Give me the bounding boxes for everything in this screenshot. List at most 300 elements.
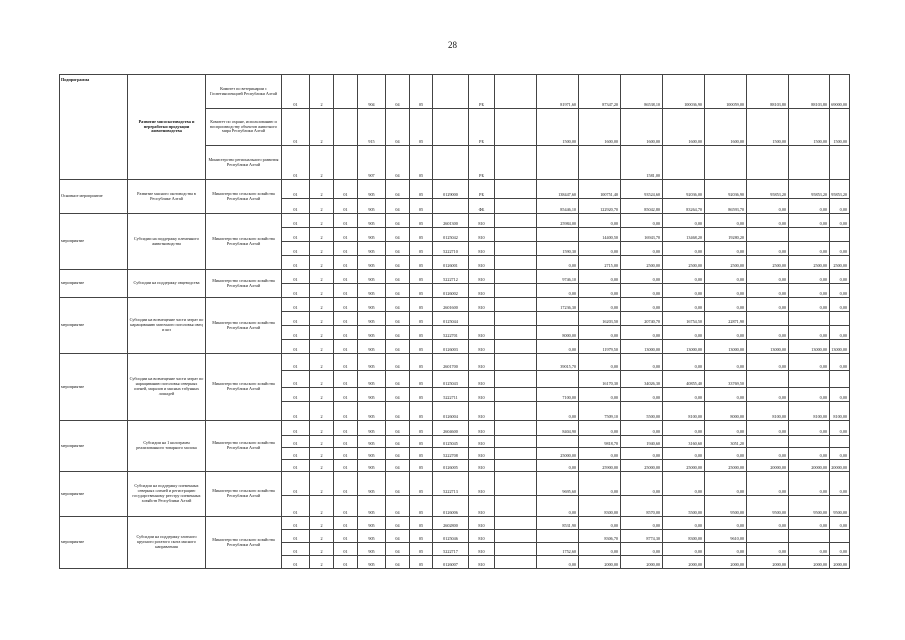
value-cell: 2715,00 xyxy=(579,256,621,270)
code-grbs-cell: 904 xyxy=(358,75,386,109)
code-program-cell: 01 xyxy=(282,312,310,326)
value-cell: 0,00 xyxy=(789,543,830,556)
code-subsection-cell: 05 xyxy=(410,256,433,270)
value-cell: 0,00 xyxy=(747,388,789,402)
value-cell: 0,00 xyxy=(830,354,850,371)
code-grbs-cell: 905 xyxy=(358,436,386,448)
code-event-cell: 01 xyxy=(334,312,358,326)
code-subprogram-cell: 2 xyxy=(310,180,334,199)
value-cell: 0,00 xyxy=(621,472,663,496)
value-cell: 0,00 xyxy=(705,298,747,312)
value-cell: 0,00 xyxy=(663,284,705,298)
code-section-cell: 04 xyxy=(386,371,410,388)
code-fund-cell: 810 xyxy=(469,284,495,298)
value-cell xyxy=(663,146,705,180)
value-cell: 0,00 xyxy=(705,284,747,298)
budget-table-body xyxy=(60,75,850,569)
value-cell: 0,00 xyxy=(789,448,830,460)
code-program-cell: 01 xyxy=(282,402,310,421)
code-section-cell: 04 xyxy=(386,109,410,146)
code-subsection-cell: 05 xyxy=(410,326,433,340)
code-event-cell: 01 xyxy=(334,460,358,472)
value-cell xyxy=(747,228,789,242)
value-cell: 100751,40 xyxy=(579,180,621,199)
code-extra-cell xyxy=(495,460,537,472)
value-cell: 0,00 xyxy=(705,421,747,436)
code-event-cell: 01 xyxy=(334,298,358,312)
value-cell: 8404,90 xyxy=(537,421,579,436)
code-subprogram-cell: 2 xyxy=(310,472,334,496)
code-section-cell: 04 xyxy=(386,75,410,109)
value-cell: 20000,00 xyxy=(830,460,850,472)
code-grbs-cell: 905 xyxy=(358,556,386,569)
row-responsible-cell: Министерство сельского хозяйства Республики Алтай xyxy=(206,354,282,421)
value-cell: 0,00 xyxy=(579,354,621,371)
code-section-cell: 04 xyxy=(386,530,410,543)
value-cell: 85446,10 xyxy=(537,199,579,214)
value-cell xyxy=(830,530,850,543)
code-event-cell: 01 xyxy=(334,284,358,298)
value-cell: 25984,00 xyxy=(537,214,579,228)
value-cell: 0,00 xyxy=(830,199,850,214)
code-grbs-cell: 915 xyxy=(358,109,386,146)
value-cell: 25900,00 xyxy=(579,460,621,472)
code-target-cell: 0126007 xyxy=(433,556,469,569)
code-fund-cell: ФБ xyxy=(469,199,495,214)
value-cell: 0,00 xyxy=(705,270,747,284)
code-subprogram-cell: 2 xyxy=(310,109,334,146)
value-cell: 0,00 xyxy=(663,242,705,256)
code-section-cell: 04 xyxy=(386,214,410,228)
code-grbs-cell: 905 xyxy=(358,326,386,340)
value-cell: 8100,00 xyxy=(747,402,789,421)
value-cell xyxy=(747,371,789,388)
value-cell xyxy=(789,228,830,242)
code-subsection-cell: 05 xyxy=(410,180,433,199)
code-event-cell: 01 xyxy=(334,180,358,199)
value-cell: 0,00 xyxy=(579,543,621,556)
code-subsection-cell: 05 xyxy=(410,340,433,354)
code-subsection-cell: 05 xyxy=(410,242,433,256)
value-cell: 1940,60 xyxy=(621,436,663,448)
code-subprogram-cell: 2 xyxy=(310,556,334,569)
value-cell: 95853,20 xyxy=(747,180,789,199)
code-subprogram-cell: 2 xyxy=(310,388,334,402)
code-extra-cell xyxy=(495,180,537,199)
code-extra-cell xyxy=(495,354,537,371)
code-subsection-cell: 05 xyxy=(410,270,433,284)
code-program-cell: 01 xyxy=(282,270,310,284)
value-cell: 0,00 xyxy=(579,270,621,284)
value-cell xyxy=(705,146,747,180)
code-event-cell: 01 xyxy=(334,556,358,569)
value-cell: 0,00 xyxy=(537,556,579,569)
code-fund-cell: 810 xyxy=(469,270,495,284)
code-extra-cell xyxy=(495,242,537,256)
code-subsection-cell: 05 xyxy=(410,371,433,388)
value-cell: 0,00 xyxy=(705,472,747,496)
value-cell: 0,00 xyxy=(789,472,830,496)
code-target-cell: 0125046 xyxy=(433,530,469,543)
value-cell: 8774,30 xyxy=(621,530,663,543)
value-cell: 0,00 xyxy=(621,270,663,284)
value-cell: 0,00 xyxy=(830,421,850,436)
code-target-cell: 5222701 xyxy=(433,326,469,340)
code-subprogram-cell: 2 xyxy=(310,242,334,256)
value-cell: 100059,00 xyxy=(705,75,747,109)
code-extra-cell xyxy=(495,340,537,354)
code-program-cell: 01 xyxy=(282,284,310,298)
code-subprogram-cell: 2 xyxy=(310,402,334,421)
value-cell: 8000,00 xyxy=(705,402,747,421)
value-cell: 9818,70 xyxy=(579,436,621,448)
value-cell: 81971,60 xyxy=(537,75,579,109)
code-section-cell: 04 xyxy=(386,460,410,472)
value-cell xyxy=(747,312,789,326)
row-name-cell: Субсидии на поддержку племенных северных оленей и регистрацию государственному реестру племенных хозяйств Республики Алтай xyxy=(128,472,206,517)
value-cell: 138447,60 xyxy=(537,180,579,199)
code-event-cell: 01 xyxy=(334,496,358,517)
code-grbs-cell: 905 xyxy=(358,530,386,543)
code-subsection-cell: 05 xyxy=(410,556,433,569)
code-fund-cell: 810 xyxy=(469,496,495,517)
code-target-cell: 0126001 xyxy=(433,256,469,270)
value-cell: 0,00 xyxy=(579,448,621,460)
code-program-cell: 01 xyxy=(282,75,310,109)
value-cell: 2500,00 xyxy=(621,256,663,270)
code-event-cell: 01 xyxy=(334,436,358,448)
table-row xyxy=(60,214,850,228)
code-section-cell: 04 xyxy=(386,402,410,421)
value-cell: 2000,00 xyxy=(579,556,621,569)
code-event-cell: 01 xyxy=(334,242,358,256)
code-program-cell: 01 xyxy=(282,354,310,371)
code-fund-cell: 810 xyxy=(469,371,495,388)
code-section-cell: 04 xyxy=(386,496,410,517)
value-cell: 0,00 xyxy=(705,543,747,556)
code-grbs-cell: 905 xyxy=(358,180,386,199)
value-cell: 1600,00 xyxy=(705,109,747,146)
value-cell: 2000,00 xyxy=(663,556,705,569)
code-section-cell: 04 xyxy=(386,354,410,371)
value-cell: 16170,30 xyxy=(579,371,621,388)
value-cell: 5500,00 xyxy=(663,496,705,517)
code-event-cell: 01 xyxy=(334,256,358,270)
code-extra-cell xyxy=(495,214,537,228)
value-cell: 13000,00 xyxy=(705,340,747,354)
value-cell: 0,00 xyxy=(663,388,705,402)
code-grbs-cell: 905 xyxy=(358,199,386,214)
value-cell: 5500,00 xyxy=(621,402,663,421)
row-name-cell: Развитие мясного скотоводства в Республике Алтай xyxy=(128,180,206,214)
code-fund-cell: 810 xyxy=(469,436,495,448)
code-fund-cell: 810 xyxy=(469,421,495,436)
value-cell: 0,00 xyxy=(537,402,579,421)
code-extra-cell xyxy=(495,326,537,340)
code-program-cell: 01 xyxy=(282,199,310,214)
code-subsection-cell: 05 xyxy=(410,496,433,517)
value-cell: 8570,00 xyxy=(621,496,663,517)
value-cell: 92036,00 xyxy=(663,180,705,199)
code-target-cell: 0126002 xyxy=(433,284,469,298)
value-cell: 25000,00 xyxy=(663,460,705,472)
code-program-cell: 01 xyxy=(282,543,310,556)
code-fund-cell: 810 xyxy=(469,530,495,543)
code-subprogram-cell: 2 xyxy=(310,284,334,298)
row-level-cell: мероприятие xyxy=(60,214,128,270)
code-event-cell: 01 xyxy=(334,214,358,228)
code-subsection-cell: 05 xyxy=(410,448,433,460)
code-subprogram-cell: 2 xyxy=(310,436,334,448)
value-cell: 0,00 xyxy=(621,388,663,402)
code-subprogram-cell: 2 xyxy=(310,214,334,228)
table-row xyxy=(60,421,850,436)
code-grbs-cell: 905 xyxy=(358,354,386,371)
code-grbs-cell: 905 xyxy=(358,448,386,460)
code-program-cell: 01 xyxy=(282,388,310,402)
code-target-cell: 0125045 xyxy=(433,436,469,448)
value-cell: 0,00 xyxy=(705,388,747,402)
code-subprogram-cell: 2 xyxy=(310,340,334,354)
code-subsection-cell: 05 xyxy=(410,421,433,436)
code-program-cell: 01 xyxy=(282,340,310,354)
value-cell: 8100,00 xyxy=(789,402,830,421)
value-cell: 0,00 xyxy=(663,298,705,312)
row-level-cell: мероприятие xyxy=(60,354,128,421)
code-section-cell: 04 xyxy=(386,242,410,256)
value-cell: 0,00 xyxy=(789,284,830,298)
table-row xyxy=(60,298,850,312)
table-row xyxy=(60,270,850,284)
code-subsection-cell: 05 xyxy=(410,214,433,228)
row-name-cell: Субсидии на возмещение части затрат по наращиванию маточного поголовья овец и коз xyxy=(128,298,206,354)
code-extra-cell xyxy=(495,543,537,556)
code-program-cell: 01 xyxy=(282,242,310,256)
value-cell: 9500,00 xyxy=(747,496,789,517)
value-cell: 0,00 xyxy=(705,214,747,228)
code-subprogram-cell: 2 xyxy=(310,530,334,543)
value-cell: 0,00 xyxy=(830,472,850,496)
value-cell: 19280,20 xyxy=(705,228,747,242)
row-name-cell: Субсидии на поддержку племенного животноводства xyxy=(128,214,206,270)
row-responsible-cell: Комитет по ветеринарии с Госветинспекцией Республики Алтай xyxy=(206,75,282,109)
value-cell: 95853,20 xyxy=(789,180,830,199)
table-row xyxy=(60,472,850,496)
code-event-cell: 01 xyxy=(334,517,358,530)
value-cell xyxy=(789,436,830,448)
row-level-cell: мероприятие xyxy=(60,421,128,472)
value-cell: 9500,00 xyxy=(789,496,830,517)
value-cell: 0,00 xyxy=(663,354,705,371)
value-cell: 0,00 xyxy=(789,242,830,256)
code-program-cell: 01 xyxy=(282,180,310,199)
code-subprogram-cell: 2 xyxy=(310,496,334,517)
value-cell: 1500,00 xyxy=(830,109,850,146)
value-cell: 0,00 xyxy=(579,421,621,436)
value-cell: 88103,80 xyxy=(747,75,789,109)
row-level-cell: мероприятие xyxy=(60,298,128,354)
row-responsible-cell: Министерство сельского хозяйства Республики Алтай xyxy=(206,214,282,270)
value-cell: 0,00 xyxy=(705,517,747,530)
code-subsection-cell: 05 xyxy=(410,460,433,472)
value-cell: 9695,60 xyxy=(537,472,579,496)
code-extra-cell xyxy=(495,270,537,284)
value-cell: 7509,10 xyxy=(579,402,621,421)
value-cell: 0,00 xyxy=(579,326,621,340)
value-cell: 0,00 xyxy=(830,298,850,312)
code-event-cell: 01 xyxy=(334,228,358,242)
value-cell: 13000,00 xyxy=(747,340,789,354)
value-cell: 0,00 xyxy=(663,270,705,284)
value-cell: 0,00 xyxy=(747,448,789,460)
value-cell xyxy=(579,146,621,180)
value-cell: 0,00 xyxy=(789,214,830,228)
value-cell: 13000,00 xyxy=(789,340,830,354)
code-section-cell: 04 xyxy=(386,388,410,402)
code-program-cell: 01 xyxy=(282,371,310,388)
code-target-cell: 2602800 xyxy=(433,517,469,530)
value-cell: 0,00 xyxy=(705,326,747,340)
value-cell: 0,00 xyxy=(621,326,663,340)
row-responsible-cell: Министерство сельского хозяйства Республики Алтай xyxy=(206,472,282,517)
value-cell: 0,00 xyxy=(705,354,747,371)
code-extra-cell xyxy=(495,312,537,326)
code-program-cell: 01 xyxy=(282,109,310,146)
value-cell: 20000,00 xyxy=(789,460,830,472)
code-subsection-cell: 05 xyxy=(410,517,433,530)
value-cell: 34026,30 xyxy=(621,371,663,388)
code-target-cell: 5222717 xyxy=(433,543,469,556)
value-cell: 0,00 xyxy=(621,517,663,530)
code-subsection-cell: 05 xyxy=(410,298,433,312)
value-cell: 0,00 xyxy=(747,214,789,228)
code-target-cell: 5222713 xyxy=(433,472,469,496)
code-fund-cell: 810 xyxy=(469,298,495,312)
row-responsible-cell: Комитет по охране, использованию и воспроизводству объектов животного мира Республики Алтай xyxy=(206,109,282,146)
code-section-cell: 04 xyxy=(386,517,410,530)
code-fund-cell: 810 xyxy=(469,543,495,556)
code-fund-cell: 810 xyxy=(469,242,495,256)
value-cell: 0,00 xyxy=(830,448,850,460)
value-cell: 88103,80 xyxy=(789,75,830,109)
value-cell: 2500,00 xyxy=(663,256,705,270)
value-cell: 2000,00 xyxy=(747,556,789,569)
code-grbs-cell: 905 xyxy=(358,312,386,326)
code-program-cell: 01 xyxy=(282,214,310,228)
code-fund-cell: 810 xyxy=(469,256,495,270)
code-section-cell: 04 xyxy=(386,146,410,180)
code-subsection-cell: 05 xyxy=(410,75,433,109)
value-cell: 0,00 xyxy=(621,298,663,312)
row-responsible-cell: Министерство сельского хозяйства Республики Алтай xyxy=(206,421,282,472)
value-cell xyxy=(537,436,579,448)
value-cell: 1590,30 xyxy=(537,242,579,256)
code-target-cell: 0126005 xyxy=(433,460,469,472)
code-subsection-cell: 05 xyxy=(410,472,433,496)
code-target-cell: 5222711 xyxy=(433,388,469,402)
row-name-cell: Субсидии на 1 килограмм реализованного товарного молока xyxy=(128,421,206,472)
code-target-cell: 5222708 xyxy=(433,448,469,460)
code-subsection-cell: 05 xyxy=(410,530,433,543)
code-extra-cell xyxy=(495,256,537,270)
value-cell: 92036,90 xyxy=(705,180,747,199)
value-cell: 0,00 xyxy=(663,517,705,530)
value-cell: 1752,60 xyxy=(537,543,579,556)
value-cell: 0,00 xyxy=(579,284,621,298)
code-grbs-cell: 905 xyxy=(358,496,386,517)
code-subsection-cell: 05 xyxy=(410,354,433,371)
value-cell: 0,00 xyxy=(621,421,663,436)
code-extra-cell xyxy=(495,421,537,436)
code-subsection-cell: 05 xyxy=(410,228,433,242)
value-cell: 13468,20 xyxy=(663,228,705,242)
value-cell: 0,00 xyxy=(621,214,663,228)
code-fund-cell: 810 xyxy=(469,214,495,228)
value-cell: 0,00 xyxy=(537,460,579,472)
code-event-cell: 01 xyxy=(334,402,358,421)
code-extra-cell xyxy=(495,556,537,569)
code-extra-cell xyxy=(495,371,537,388)
code-section-cell: 04 xyxy=(386,298,410,312)
row-name-cell: Субсидии на поддержку овцеводства xyxy=(128,270,206,298)
value-cell: 0,00 xyxy=(747,242,789,256)
code-program-cell: 01 xyxy=(282,421,310,436)
value-cell: 8306,70 xyxy=(579,530,621,543)
code-grbs-cell: 905 xyxy=(358,421,386,436)
value-cell: 39015,70 xyxy=(537,354,579,371)
value-cell: 0,00 xyxy=(747,326,789,340)
code-fund-cell: 810 xyxy=(469,388,495,402)
value-cell: 2000,00 xyxy=(705,556,747,569)
code-subsection-cell: 05 xyxy=(410,436,433,448)
value-cell: 0,00 xyxy=(789,199,830,214)
value-cell: 0,00 xyxy=(789,298,830,312)
value-cell: 0,00 xyxy=(579,472,621,496)
value-cell xyxy=(830,312,850,326)
value-cell: 0,00 xyxy=(747,199,789,214)
code-subsection-cell: 05 xyxy=(410,312,433,326)
value-cell: 0,00 xyxy=(663,214,705,228)
code-event-cell: 01 xyxy=(334,340,358,354)
value-cell: 22871,90 xyxy=(705,312,747,326)
value-cell: 86593,70 xyxy=(705,199,747,214)
code-event-cell: 01 xyxy=(334,543,358,556)
value-cell xyxy=(789,371,830,388)
value-cell: 33769,50 xyxy=(705,371,747,388)
code-grbs-cell: 905 xyxy=(358,228,386,242)
value-cell: 9610,00 xyxy=(705,530,747,543)
code-event-cell: 01 xyxy=(334,448,358,460)
value-cell: 8300,00 xyxy=(579,496,621,517)
value-cell: 1600,00 xyxy=(621,109,663,146)
value-cell: 2000,00 xyxy=(621,556,663,569)
value-cell: 0,00 xyxy=(537,284,579,298)
code-program-cell: 01 xyxy=(282,298,310,312)
code-subprogram-cell: 2 xyxy=(310,146,334,180)
code-event-cell: 01 xyxy=(334,326,358,340)
value-cell: 25000,00 xyxy=(537,448,579,460)
value-cell: 0,00 xyxy=(705,448,747,460)
code-subsection-cell: 05 xyxy=(410,388,433,402)
row-level-cell: Подпрограмма xyxy=(60,75,128,180)
code-extra-cell xyxy=(495,530,537,543)
value-cell: 0,00 xyxy=(830,388,850,402)
code-extra-cell xyxy=(495,199,537,214)
code-extra-cell xyxy=(495,448,537,460)
row-name-cell: Субсидии на возмещение части затрат по наращиванию поголовья северных оленей, маралов и мясных табунных лошадей xyxy=(128,354,206,421)
value-cell: 2500,00 xyxy=(830,256,850,270)
code-extra-cell xyxy=(495,298,537,312)
